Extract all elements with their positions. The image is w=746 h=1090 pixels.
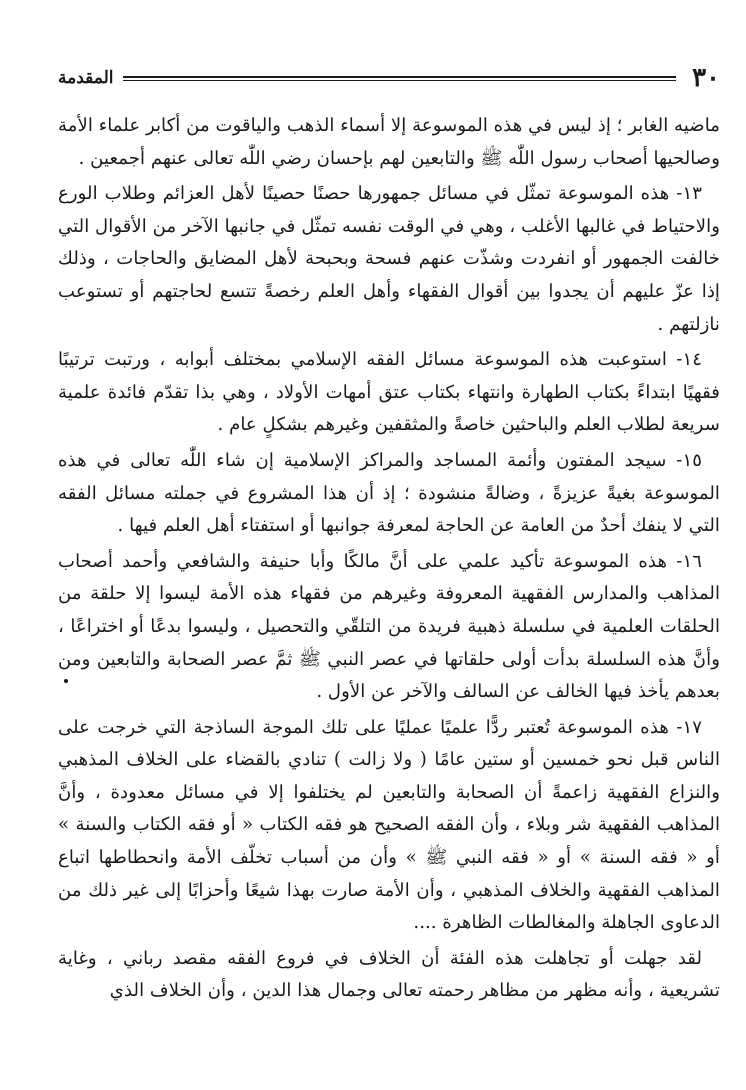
paragraph-item-14: ١٤- استوعبت هذه الموسوعة مسائل الفقه الإسلامي بمختلف أبوابه ، ورتبت ترتيبًا فقهيًا ابتداءً بكتاب الطهارة وانتهاء بكتاب عتق أمهات الأولاد ، وهي بذا تقدّم فائدة علمية سريعة لطلاب العلم والباحثين خاصةً والمثقفين وغيرهم بشكلٍ عام .	[58, 349, 720, 436]
book-page	[58, 58, 720, 1068]
paragraph-continuation: ماضيه الغابر ؛ إذ ليس في هذه الموسوعة إلا أسماء الذهب والياقوت من أكابر علماء الأمة وصالحيها أصحاب رسول اللّٰه ﷺ والتابعين لهم بإحسان رضي اللّٰه تعالى عنهم أجمعين .	[58, 115, 720, 169]
page-body	[58, 110, 720, 1008]
page-number: ٣٠	[692, 63, 720, 93]
paragraph-item-16: ١٦- هذه الموسوعة تأكيد علمي على أنَّ مالكًا وأبا حنيفة والشافعي وأحمد أصحاب المذاهب والمدارس الفقهية المعروفة وغيرهم من فقهاء هذه الأمة ليسوا إلا حلقة من الحلقات العلمية في سلسلة ذهبية فريدة من التلقّي والتحصيل ، وليسوا بدعًا أو اختراعًا ، وأنَّ هذه السلسلة بدأت أولى حلقاتها في عصر النبي ﷺ ثمَّ عصر الصحابة والتابعين ومن بعدهم يأخذ فيها الخالف عن السالف والآخر عن الأول .	[58, 550, 720, 703]
running-title: المقدمة	[58, 68, 114, 88]
page-header	[58, 58, 720, 98]
paragraph-item-17: ١٧- هذه الموسوعة تُعتبر ردًّا علميًا عمليًا على تلك الموجة الساذجة التي خرجت على الناس قبل نحو خمسين أو ستين عامًا ( ولا زالت ) تنادي بالقضاء على الخلاف المذهبي والنزاع الفقهية زاعمةً أن الصحابة والتابعين لم يختلفوا إلا في مسائل معدودة ، وأنَّ المذاهب الفقهية شر وبلاء ، وأن الفقه الصحيح هو فقه الكتاب « أو فقه الكتاب والسنة » أو « فقه السنة » أو « فقه النبي ﷺ » وأن من أسباب تخلّف الأمة وانحطاطها اتباع المذاهب الفقهية والخلاف المذهبي ، وأن الأمة صارت بهذا شيعًا وأحزابًا إلى غير ذلك من الدعاوى الجاهلة والمغالطات الظاهرة ....	[58, 716, 720, 934]
margin-dot-mark	[64, 679, 68, 683]
paragraph-item-15: ١٥- سيجد المفتون وأئمة المساجد والمراكز الإسلامية إن شاء اللّٰه تعالى في هذه الموسوعة بغيةً عزيزةً ، وضالةً منشودة ؛ إذ أن هذا المشروع في جملته مسائل الفقه التي لا ينفك أحدٌ من العامة عن الحاجة لمعرفة جوانبها أو استفتاء أهل العلم فيها .	[58, 449, 720, 537]
paragraph-closing: لقد جهلت أو تجاهلت هذه الفئة أن الخلاف في فروع الفقه مقصد رباني ، وغاية تشريعية ، وأنه مظهر من مظاهر رحمته تعالى وجمال هذا الدين ، وأن الخلاف الذي	[58, 947, 720, 1002]
paragraph-item-13: ١٣- هذه الموسوعة تمثّل في مسائل جمهورها حصنًا حصينًا لأهل العزائم وطلاب الورع والاحتياط في غالبها الأغلب ، وهي في الوقت نفسه تمثّل في جانبها الآخر من الأقوال التي خالفت الجمهور أو انفردت وشذّت عنهم فسحة وبحبحة لأهل المضايق والحاجات ، وذلك إذا عزّ عليهم أن يجدوا بين أقوال الفقهاء وأهل العلم رخصةً تتسع لحاجتهم أو تستوعب نازلتهم .	[58, 183, 720, 335]
header-rule	[123, 76, 676, 81]
